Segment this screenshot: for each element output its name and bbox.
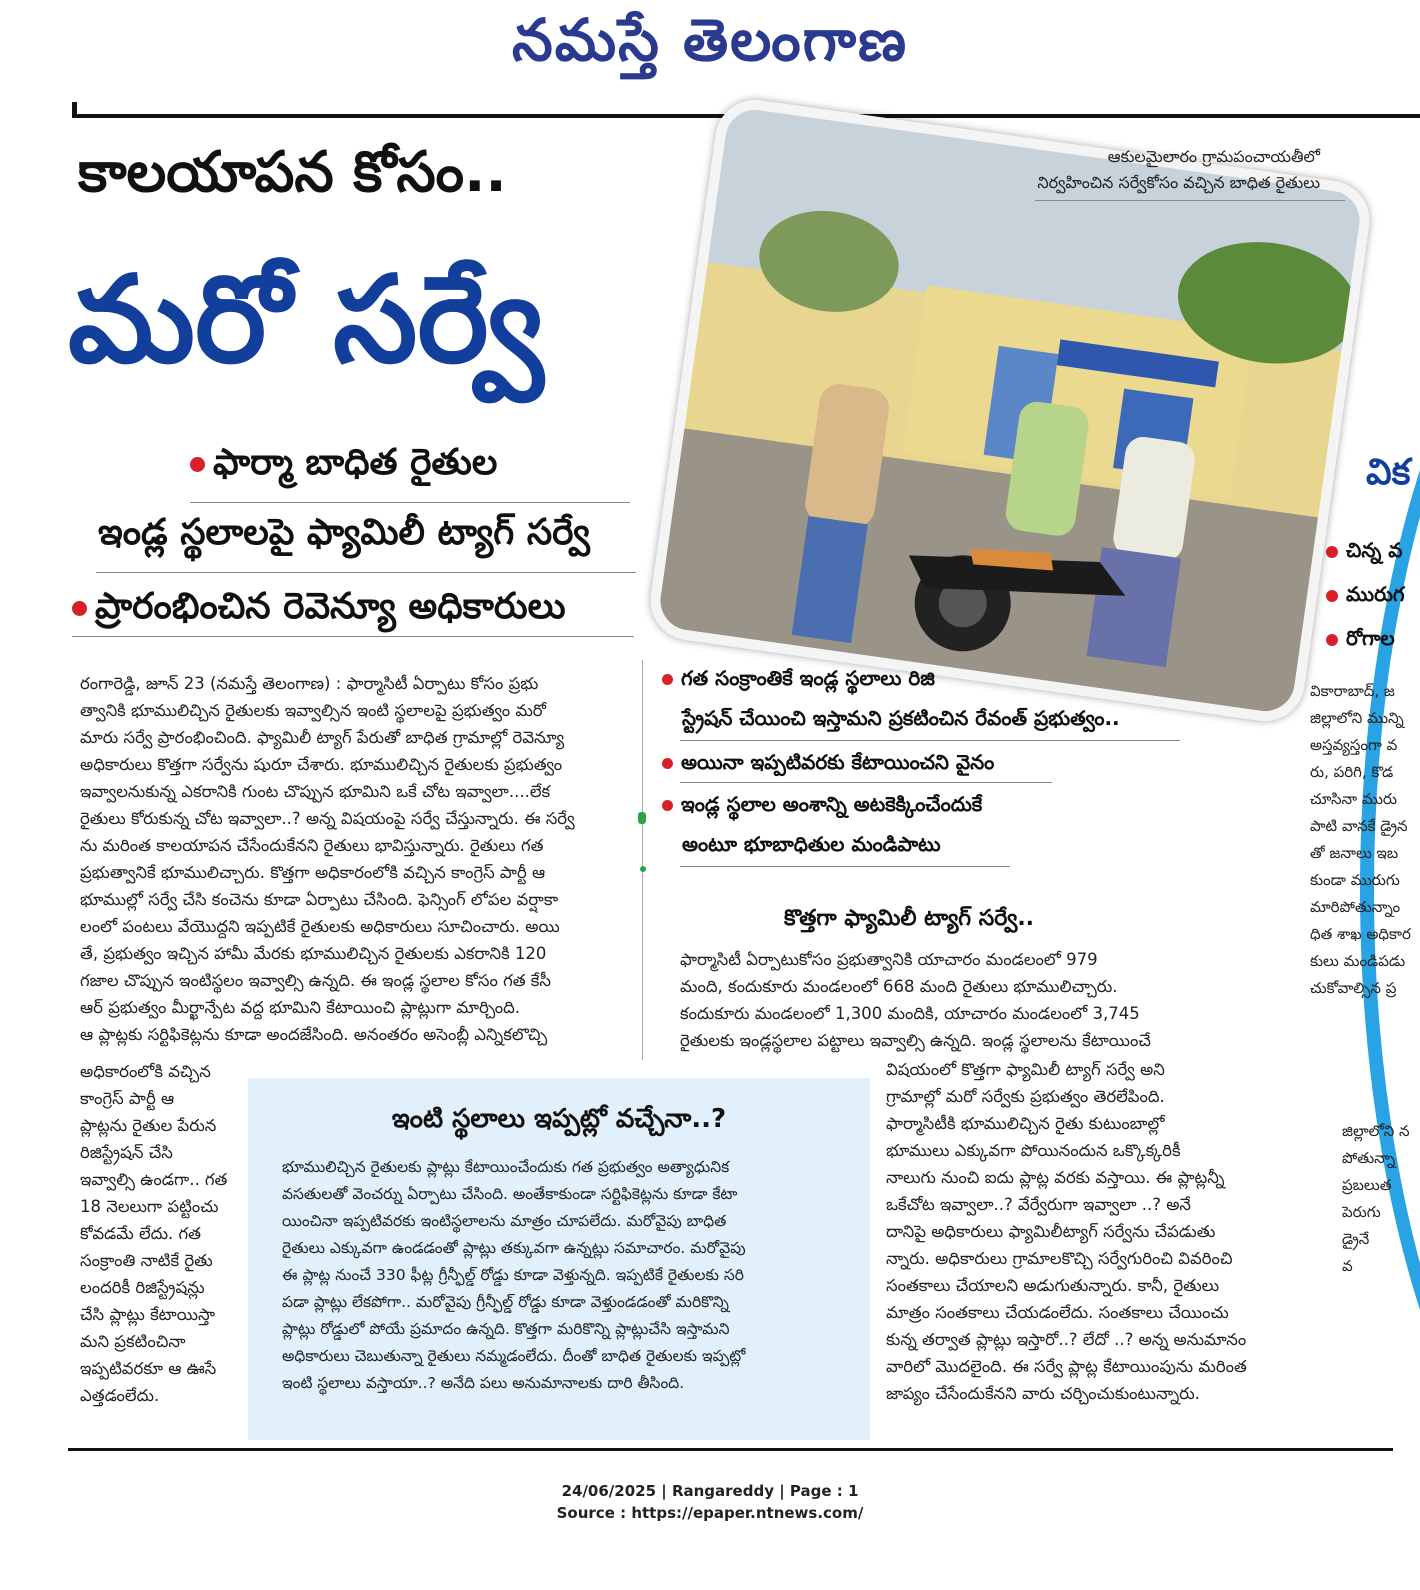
body-line: జిల్లాలోని న	[1342, 1122, 1410, 1140]
sidebar-body	[282, 1154, 836, 1397]
highlight-text: గత సంక్రాంతికే ఇండ్ల స్థలాలు రిజి	[681, 666, 935, 690]
body-line: ఫార్మాసిటీ ఏర్పాటుకోసం ప్రభుత్వానికి యాచారం మండలంలో 979	[680, 950, 1098, 969]
body-line: భూములు ఎక్కువగా పోయినందున ఒక్కొక్కరికీ	[886, 1141, 1181, 1160]
bullet-dot	[1326, 634, 1338, 646]
body-line: రు, పరిగి, కొడ	[1310, 763, 1394, 781]
adjacent-headline: విక	[1366, 452, 1411, 493]
bullet-dot	[1326, 590, 1338, 602]
photo-scene	[657, 106, 1364, 715]
body-line: రైతులు ఎక్కువగా ఉండడంతో ప్లాట్లు తక్కువగా ఉన్నట్లు సమాచారం. మరోవైపు	[282, 1239, 746, 1257]
masthead-title: నమస్తే తెలంగాణ	[512, 6, 908, 74]
highlight-line	[662, 666, 935, 695]
body-line: ప్రబలుత	[1342, 1176, 1392, 1194]
column-divider	[642, 660, 643, 1060]
adjacent-bullet	[1326, 582, 1405, 611]
bullet-text: మురుగ	[1346, 582, 1405, 606]
body-line: ఎత్తడంలేదు.	[80, 1386, 160, 1405]
body-line: అధికారులు చెబుతున్నా రైతులు నమ్మడంలేదు. దీంతో బాధిత రైతులకు ఇప్పట్లో	[282, 1347, 746, 1365]
body-line: కుండా మురుగు	[1310, 871, 1400, 889]
deck-line-2: ఇండ్ల స్థలాలపై ఫ్యామిలీ ట్యాగ్ సర్వే	[98, 512, 590, 553]
bottom-rule	[68, 1448, 1393, 1451]
green-mark	[638, 812, 646, 824]
bullet-dot	[662, 674, 673, 685]
adjacent-bullet	[1326, 538, 1402, 567]
body-line: ఇంటి స్థలాలు వస్తాయా..? అనేది పలు అనుమానాలకు దారి తీసింది.	[282, 1374, 685, 1392]
highlight-text: అయినా ఇప్పటివరకు కేటాయించని వైనం	[681, 750, 995, 774]
body-line: లందరికీ రిజిస్ట్రేషన్లు	[80, 1278, 205, 1297]
body-line: తే, ప్రభుత్వం ఇచ్చిన హామీ మేరకు భూములిచ్చిన రైతులకు ఎకరానికి 120	[80, 944, 547, 963]
article-body	[80, 670, 612, 1048]
bullet-dot	[662, 800, 673, 811]
section2-body	[680, 946, 1220, 1054]
body-line: 18 నెలలుగా పట్టించు	[80, 1197, 219, 1216]
divider	[96, 572, 636, 573]
sidebar-box	[248, 1078, 870, 1440]
body-line: రిజిస్ట్రేషన్ చేసి	[80, 1143, 173, 1162]
highlight-line: అంటూ భూబాధితుల మండిపాటు	[682, 832, 941, 856]
body-line: న్నారు. అధికారులు గ్రామాలకొచ్చి సర్వేగురించి వివరించి	[886, 1249, 1233, 1268]
body-line: ఇప్పటివరకూ ఆ ఊసే	[80, 1359, 217, 1378]
section2-body-narrow	[886, 1056, 1316, 1407]
body-line: భూముల్లో సర్వే చేసి కంచెను కూడా ఏర్పాటు చేసింది. ఫెన్సింగ్ లోపల వర్షాకా	[80, 890, 559, 909]
footer-date-line: 24/06/2025 | Rangareddy | Page : 1	[561, 1482, 859, 1500]
body-line: చేసి ప్లాట్లు కేటాయిస్తా	[80, 1305, 215, 1324]
deck-text: ప్రారంభించిన రెవెన్యూ అధికారులు	[95, 586, 566, 627]
bullet-text: చిన్న వ	[1346, 538, 1403, 562]
headline: మరో సర్వే	[68, 251, 544, 390]
body-line: మంది, కందుకూరు మండలంలో 668 మంది రైతులు భూములిచ్చారు.	[680, 977, 1118, 996]
body-line: ఇవ్వాలనుకున్న ఎకరానికి గుంట చొప్పున భూమిని ఒకే చోట ఇవ్వాలా....లేక	[80, 782, 551, 801]
body-line: ఇవ్వాల్సి ఉండగా.. గత	[80, 1170, 228, 1189]
body-line: యించినా ఇప్పటివరకు ఇంటిస్థలాలను మాత్రం చూపలేదు. మరోవైపు బాధిత	[282, 1212, 727, 1230]
body-line: మారు సర్వే ప్రారంభించింది. ఫ్యామిలీ ట్యాగ్ పేరుతో బాధిత గ్రామాల్లో రెవెన్యూ	[80, 728, 565, 747]
body-line: అధికారంలోకి వచ్చిన	[80, 1062, 211, 1081]
body-line: భూములిచ్చిన రైతులకు ప్లాట్లు కేటాయించేందుకు గత ప్రభుత్వం అత్యాధునిక	[282, 1158, 730, 1176]
body-line: రైతులు కోరుకున్న చోట ఇవ్వాలా..? అన్న విషయంపై సర్వే చేస్తున్నారు. ఈ సర్వే	[80, 809, 575, 828]
body-line: ప్లాట్లు రోడ్డులో పోయే ప్రమాదం ఉన్నది. కొత్తగా మరికొన్ని ప్లాట్లుచేసి ఇస్తామని	[282, 1320, 730, 1338]
body-line: ఒకేచోట ఇవ్వాలా..? వేర్వేరుగా ఇవ్వాలా ..? అనే	[886, 1195, 1191, 1214]
body-line: ఫార్మాసిటీకి భూములిచ్చిన రైతు కుటుంబాల్లో	[886, 1114, 1165, 1133]
bullet-text: రోగాల	[1346, 626, 1395, 650]
body-line: వసతులతో వెంచర్ను ఏర్పాటు చేసింది. అంతేకాకుండా సర్టిఫికెట్లను కూడా కేటా	[282, 1185, 738, 1203]
body-line: గజాల చొప్పున ఇంటిస్థలం ఇవ్వాల్సి ఉన్నది. ఈ ఇండ్ల స్థలాల కోసం గత కేసీ	[80, 971, 551, 990]
caption-line: ఆకులమైలారం గ్రామపంచాయతీలో	[1107, 147, 1320, 166]
footer-source-line: Source : https://epaper.ntnews.com/	[556, 1504, 864, 1522]
body-line: కందుకూరు మండలంలో 1,300 మందికి, యాచారం మండలంలో 3,745	[680, 1004, 1140, 1023]
body-line: చూసినా మురు	[1310, 790, 1397, 808]
body-line: ధిత శాఖ అధికార	[1310, 925, 1411, 943]
highlight-line	[662, 750, 994, 779]
body-line: అధికారులు కొత్తగా సర్వేను షురూ చేశారు. భూములిచ్చిన రైతులకు ప్రభుత్వం	[80, 755, 563, 774]
body-line: వ	[1342, 1257, 1353, 1275]
body-line: డ్రైనే	[1342, 1230, 1370, 1248]
body-line: ను మరింత కాలయాపన చేసేందుకేనని రైతులు భావిస్తున్నారు. రైతులు గత	[80, 836, 544, 855]
body-line: పడా ప్లాట్లు లేకపోగా.. మరోవైపు గ్రీన్ఫీల్డ్ రోడ్డు కూడా వెళ్తుండడంతో మరికొన్ని	[282, 1293, 729, 1311]
body-line: దానిపై అధికారులు ఫ్యామిలీట్యాగ్ సర్వేను చేపడుతు	[886, 1222, 1216, 1241]
body-line: విషయంలో కొత్తగా ఫ్యామిలీ ట్యాగ్ సర్వే అని	[886, 1060, 1165, 1079]
bullet-dot	[190, 457, 205, 472]
body-line: పాటి వానకే డ్రైన	[1310, 817, 1408, 835]
article-body-narrow	[80, 1058, 235, 1409]
body-line: ఆ ప్లాట్లకు సర్టిఫికెట్లను కూడా అందజేసింది. అనంతరం అసెంబ్లీ ఎన్నికలొచ్చి	[80, 1025, 548, 1044]
body-line: కోవడమే లేదు. గత	[80, 1224, 201, 1243]
page-footer	[0, 1480, 1420, 1524]
body-line: కులు మండిపడు	[1310, 952, 1406, 970]
divider	[680, 782, 1052, 783]
bullet-dot	[72, 601, 87, 616]
adjacent-body-2	[1342, 1118, 1420, 1280]
kicker: కాలయాపన కోసం..	[78, 140, 507, 205]
sidebar-title-text: ఇంటి స్థలాలు ఇప్పట్లో వచ్చేనా..?	[391, 1104, 727, 1134]
body-line: గ్రామాల్లో మరో సర్వేకు ప్రభుత్వం తెరలేపింది.	[886, 1087, 1165, 1106]
highlight-line	[662, 792, 982, 821]
body-line: అస్తవ్యస్తంగా వ	[1310, 736, 1398, 754]
sidebar-title	[248, 1104, 870, 1140]
caption-underline	[1035, 200, 1345, 201]
bullet-dot	[662, 758, 673, 769]
bullet-dot	[1326, 546, 1338, 558]
body-line: మాత్రం సంతకాలు చేయడంలేదు. సంతకాలు చేయించు	[886, 1303, 1229, 1322]
body-line: చుకోవాల్సిన ప్ర	[1310, 979, 1397, 997]
divider	[680, 866, 1010, 867]
highlight-line: స్ట్రేషన్ చేయించి ఇస్తామని ప్రకటించిన రేవంత్ ప్రభుత్వం..	[682, 706, 1120, 730]
highlight-text: ఇండ్ల స్థలాల అంశాన్ని అటకెక్కించేందుకే	[681, 792, 983, 816]
body-line: పోతున్నా	[1342, 1149, 1396, 1167]
divider	[190, 502, 630, 503]
green-dot	[640, 866, 646, 872]
body-line: పెరుగు	[1342, 1203, 1381, 1221]
body-line: కాంగ్రెస్ పార్టీ ఆ	[80, 1089, 175, 1108]
body-line: ప్లాట్లను రైతుల పేరున	[80, 1116, 217, 1135]
photo-illustration	[657, 106, 1364, 715]
body-line: రైతులకు ఇండ్లస్థలాల పట్టాలు ఇవ్వాల్సి ఉన్నది. ఇండ్ల స్థలాలను కేటాయించే	[680, 1031, 1151, 1050]
body-line: సంతకాలు చేయాలని అడుగుతున్నారు. కానీ, రైతులు	[886, 1276, 1220, 1295]
caption-line: నిర్వహించిన సర్వేకోసం వచ్చిన బాధిత రైతులు	[1037, 173, 1320, 192]
body-line: నాలుగు నుంచి ఐదు ప్లాట్ల వరకు వస్తాయి. ఈ ప్లాట్లన్నీ	[886, 1168, 1225, 1187]
divider	[680, 740, 1180, 741]
body-line: రంగారెడ్డి, జూన్ 23 (నమస్తే తెలంగాణ) : ఫార్మాసిటీ ఏర్పాటు కోసం ప్రభు	[80, 674, 539, 693]
body-line: జాప్యం చేసేందుకేనని వారు చర్చించుకుంటున్నారు.	[886, 1384, 1200, 1403]
body-line: జిల్లాలోని మున్ని	[1310, 709, 1404, 727]
deck-line-1	[190, 442, 497, 492]
body-line: సంక్రాంతి నాటికే రైతు	[80, 1251, 213, 1270]
body-line: మని ప్రకటించినా	[80, 1332, 186, 1351]
photo-caption	[1000, 144, 1320, 196]
deck-text: ఫార్మా బాధిత రైతుల	[213, 442, 498, 483]
masthead	[0, 0, 1420, 90]
body-line: లంలో పంటలు వేయొద్దని ఇప్పటికే రైతులకు అధికారులు సూచించారు. అయి	[80, 917, 560, 936]
body-line: ప్రభుత్వానికే భూములిచ్చారు. కొత్తగా అధికారంలోకి వచ్చిన కాంగ్రెస్ పార్టీ ఆ	[80, 863, 546, 882]
body-line: ఈ ప్లాట్ల నుంచే 330 ఫీట్ల గ్రీన్ఫీల్డ్ రోడ్డు కూడా వెళ్తున్నది. ఇప్పటికే రైతులకు సరి	[282, 1266, 744, 1284]
body-line: కున్న తర్వాత ప్లాట్లు ఇస్తారో..? లేదో ..? అన్న అనుమానం	[886, 1330, 1247, 1349]
body-line: వికారాబాద్, జ	[1310, 682, 1395, 700]
section-subhead: కొత్తగా ఫ్యామిలీ ట్యాగ్ సర్వే..	[784, 906, 1035, 931]
divider	[72, 636, 634, 637]
body-line: వారిలో మొదలైంది. ఈ సర్వే ప్లాట్ల కేటాయింపును మరింత	[886, 1357, 1247, 1376]
deck-line-3	[72, 586, 566, 636]
body-line: తో జనాలు ఇబ	[1310, 844, 1399, 862]
body-line: త్వానికి భూములిచ్చిన రైతులకు ఇవ్వాల్సిన ఇంటి స్థలాలపై ప్రభుత్వం మరో	[80, 701, 547, 720]
body-line: ఆర్ ప్రభుత్వం మీర్ఖాన్పేట వద్ద భూమిని కేటాయించి ప్లాట్లుగా మార్చింది.	[80, 998, 520, 1017]
adjacent-bullet	[1326, 626, 1395, 655]
body-line: మారిపోతున్నాం	[1310, 898, 1401, 916]
adjacent-body	[1310, 678, 1420, 1002]
